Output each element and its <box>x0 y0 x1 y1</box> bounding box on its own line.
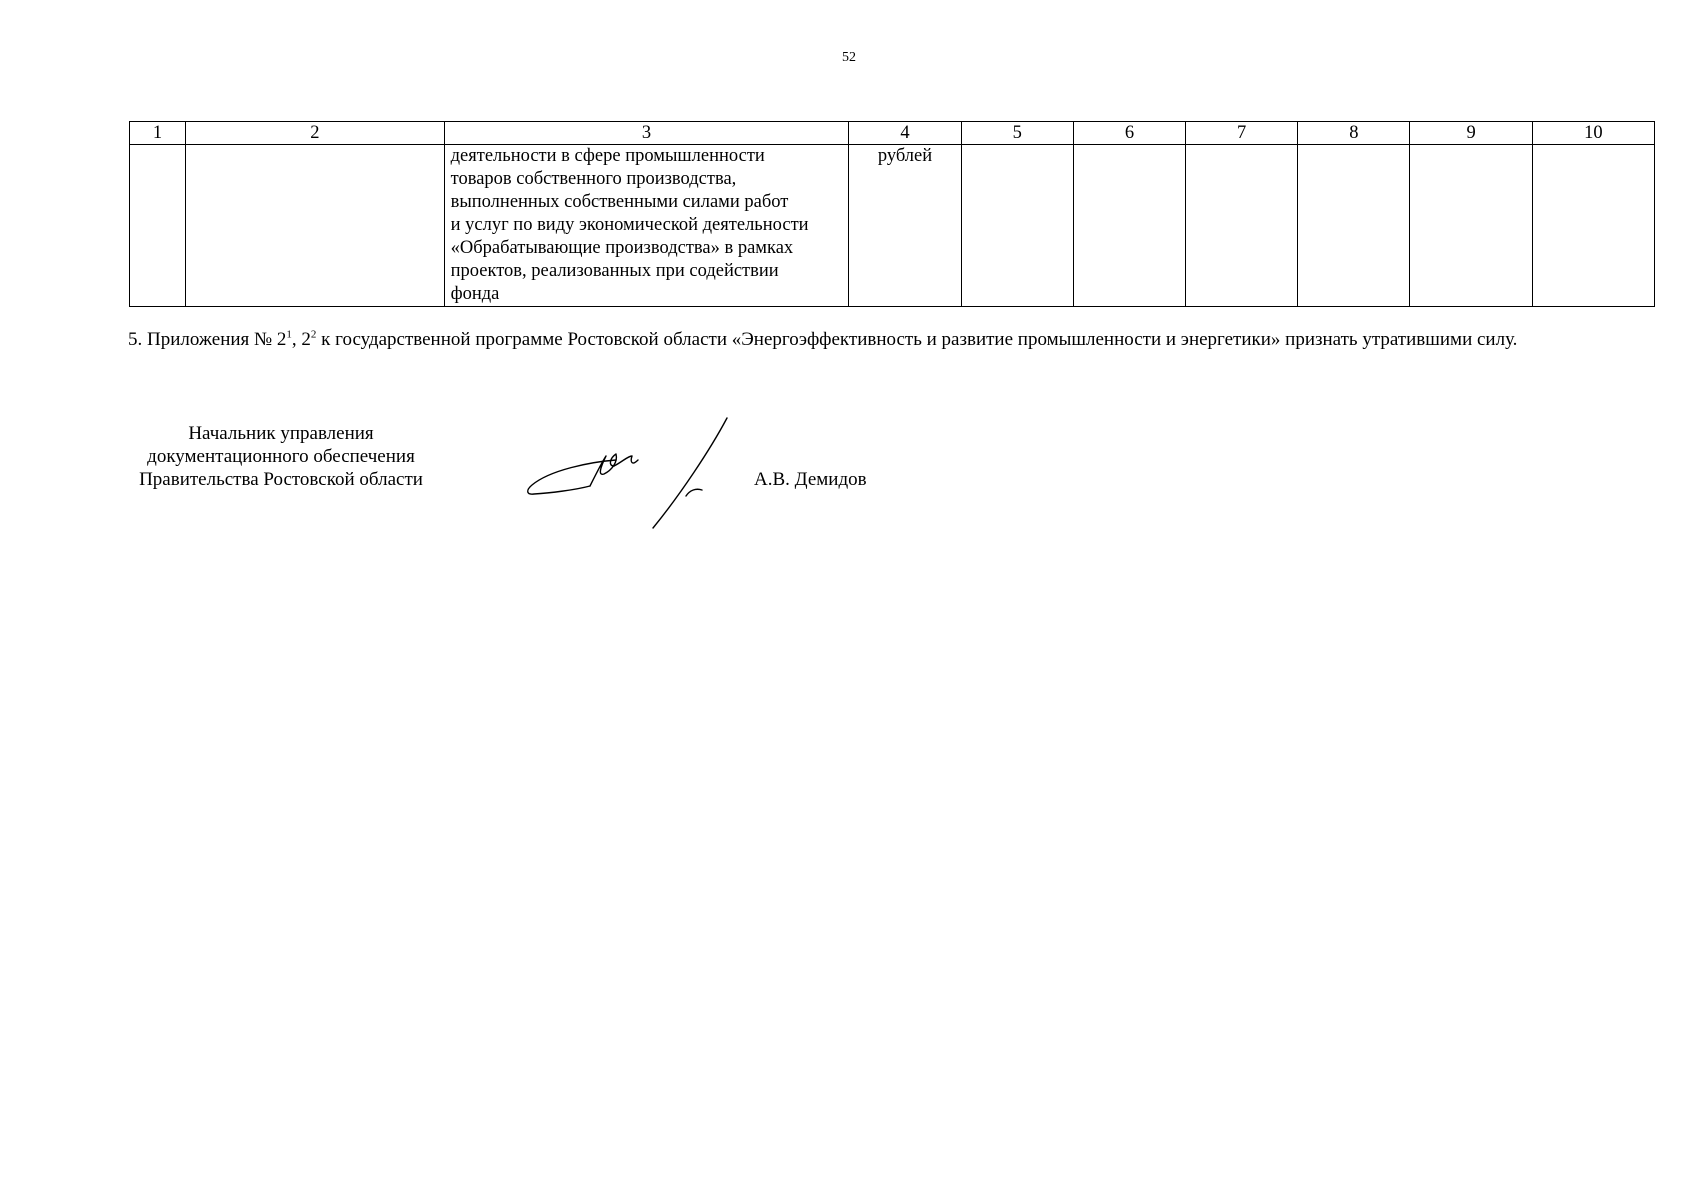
paragraph-text-end: к государственной программе Ростовской области «Энергоэффективность и развитие промышленности и энергетики» признать утратившими силу. <box>316 329 1518 350</box>
cell-col-2 <box>186 145 445 307</box>
indicator-name-line: и услуг по виду экономической деятельности <box>450 215 809 235</box>
signer-title-line: Правительства Ростовской области <box>139 469 423 490</box>
paragraph-text-middle: , 2 <box>291 329 311 350</box>
table-row <box>130 145 1655 307</box>
column-header-8: 8 <box>1298 122 1410 145</box>
indicator-name-line: деятельности в сфере промышленности <box>450 146 765 166</box>
cell-unit: рублей <box>849 145 961 307</box>
cell-col-10 <box>1532 145 1654 307</box>
indicator-name-line: фонда <box>450 284 500 304</box>
cell-col-6 <box>1073 145 1185 307</box>
column-header-9: 9 <box>1410 122 1532 145</box>
signer-name: А.В. Демидов <box>754 469 867 490</box>
cell-col-9 <box>1410 145 1532 307</box>
indicator-name-line: «Обрабатывающие производства» в рамках <box>450 238 794 258</box>
signer-title <box>120 422 442 491</box>
column-header-3: 3 <box>444 122 849 145</box>
cell-col-7 <box>1186 145 1298 307</box>
column-header-10: 10 <box>1532 122 1654 145</box>
cell-indicator-name <box>444 145 849 307</box>
indicator-name-line: проектов, реализованных при содействии <box>450 261 779 281</box>
signer-title-line: Начальник управления <box>188 423 374 444</box>
column-header-1: 1 <box>130 122 186 145</box>
column-header-7: 7 <box>1186 122 1298 145</box>
column-header-6: 6 <box>1073 122 1185 145</box>
indicator-name-line: товаров собственного производства, <box>450 169 737 189</box>
handwritten-signature <box>520 410 740 530</box>
indicator-name-line: выполненных собственными силами работ <box>450 192 789 212</box>
table-header-row <box>130 122 1655 145</box>
paragraph-item-5 <box>128 328 1668 352</box>
indicator-table-container <box>129 121 1655 307</box>
indicator-table <box>129 121 1655 307</box>
paragraph-text-start: 5. Приложения № 2 <box>128 329 287 350</box>
superscript-2: 2 <box>310 328 317 341</box>
page-number: 52 <box>842 50 856 65</box>
cell-col-8 <box>1298 145 1410 307</box>
signer-title-line: документационного обеспечения <box>147 446 415 467</box>
cell-col-5 <box>961 145 1073 307</box>
cell-col-1 <box>130 145 186 307</box>
column-header-2: 2 <box>186 122 445 145</box>
column-header-5: 5 <box>961 122 1073 145</box>
superscript-1: 1 <box>286 328 292 341</box>
column-header-4: 4 <box>849 122 961 145</box>
